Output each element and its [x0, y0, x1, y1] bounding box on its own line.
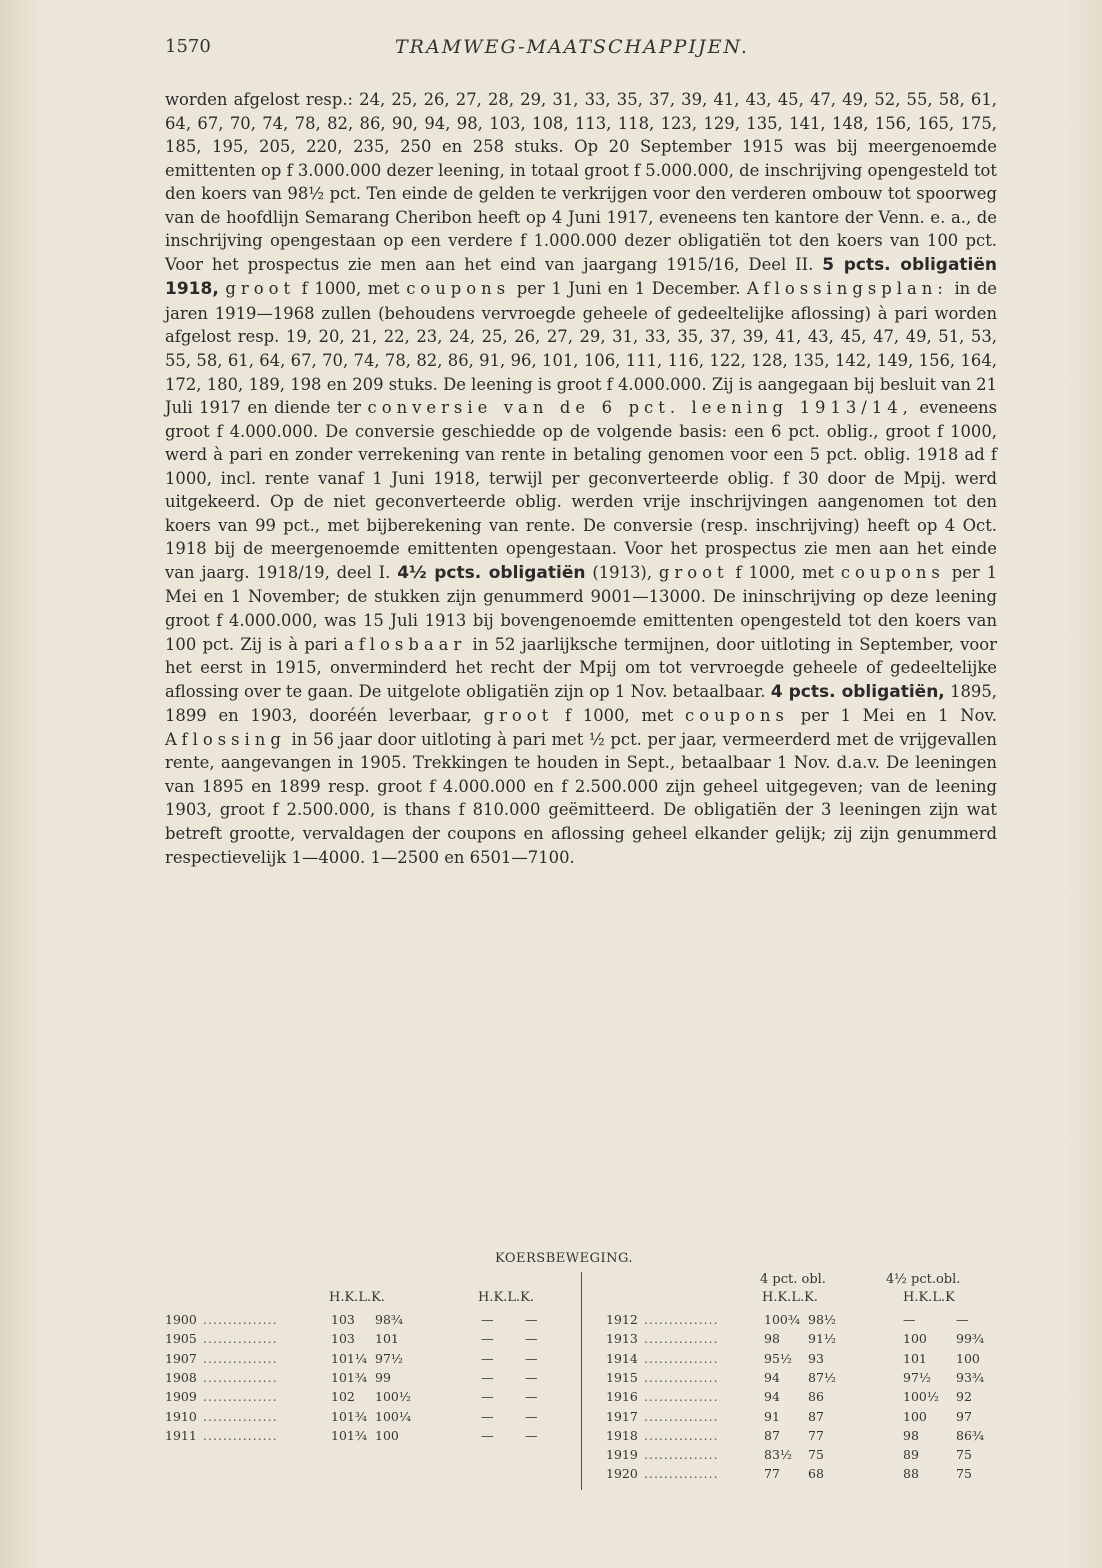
cell-b2: 75 [956, 1466, 972, 1482]
cell-b2: — [525, 1350, 538, 1366]
cell-a2: 93 [808, 1350, 824, 1366]
cell-a1: 102 [331, 1389, 355, 1405]
cell-b2: 97 [956, 1408, 972, 1424]
text-run: in 52 jaarlijksche termijnen, door uitloting in September, voor het eerst in 1915, onverminderd het recht der Mpij om tot vervroegde geheele of gedeeltelijke aflossing over te gaan. De uitgelote obligatiën zijn op 1 Nov. betaalbaar. [165, 634, 998, 701]
cell-b2: 99¾ [956, 1331, 985, 1347]
table-row [598, 1312, 998, 1331]
koers-table-left [165, 1290, 570, 1490]
table-row [598, 1447, 998, 1466]
table-row [165, 1351, 570, 1370]
cell-a1: 83½ [764, 1447, 793, 1463]
spaced-term: coupons [406, 279, 511, 299]
koers-table-right [598, 1272, 998, 1492]
text-run: per 1 Mei en 1 November; de stukken zijn genummerd 9001—13000. De ininschrijving op deze leening groot f 4.000.000, was 15 Juli 1913 bij bovengenoemde emittenten opengesteld tot den koers van 100 pct. Zij is à pari [165, 562, 998, 654]
cell-a1: 101¾ [331, 1408, 367, 1424]
table-row [598, 1409, 998, 1428]
cell-a1: 87 [764, 1427, 780, 1443]
cell-b2: — [525, 1331, 538, 1347]
cell-b1: 98 [903, 1427, 919, 1443]
section-heading-5pct-1918: 5 pcts. obligatiën 1918, [165, 254, 998, 300]
spaced-term: groot [483, 706, 554, 726]
text-run: worden afgelost resp.: 24, 25, 26, 27, 28, 29, 31, 33, 35, 37, 39, 41, 43, 45, 47, 49, 52, 55, 58, 61, 64, 67, 70, 74, 78, 82, 86, 90, 94, 98, 103, 108, 113, 118, 123, 129, 135, 141, 148, 156, 165, 175, 185, 195, 205, 220, 235, 250 en 258 stuks. Op 20 September 1915 was bij meergenoemde emittenten op f 3.000.000 dezer leening, in totaal groot f 5.000.000, de inschrijving opengesteld tot den koers van 98½ pct. Ten einde de gelden te verkrijgen voor den verderen ombouw tot spoorweg van de hoofdlijn Semarang Cheribon heeft op 4 Juni 1917, eveneens ten kantore der Venn. e. a., de inschrijving opengestaan op een verdere f 1.000.000 dezer obligatiën tot den koers van 100 pct. Voor het prospectus zie men aan het eind van jaargang 1915/16, Deel II. [165, 90, 997, 274]
cell-year: 1905 [165, 1331, 197, 1347]
cell-b1: — [481, 1369, 494, 1385]
table-row [165, 1389, 570, 1408]
leader-dots: ............... [644, 1312, 719, 1327]
text-run: per 1 Mei en 1 Nov. [800, 706, 997, 726]
section-heading-4pct: 4 pcts. obligatiën, [770, 681, 945, 702]
table-divider [581, 1272, 582, 1490]
cell-a1: 95½ [764, 1350, 793, 1366]
col-head-right-a: H.K.L.K. [762, 1290, 818, 1305]
leader-dots: ............... [203, 1350, 278, 1366]
leader-dots: ............... [644, 1447, 719, 1463]
cell-a2: 97½ [375, 1350, 404, 1366]
cell-b2: — [956, 1312, 969, 1327]
table-row [598, 1428, 998, 1447]
cell-b1: 97½ [903, 1369, 932, 1385]
spaced-term: groot [658, 562, 729, 582]
cell-b1: — [481, 1350, 494, 1366]
cell-a2: 87½ [808, 1369, 837, 1385]
cell-a2: 98½ [808, 1312, 837, 1327]
table-row [165, 1428, 570, 1447]
table-row [165, 1331, 570, 1350]
spaced-term: groot [225, 279, 296, 299]
paragraph [165, 88, 997, 869]
cell-a1: 101¾ [331, 1369, 367, 1385]
cell-b1: 100 [903, 1331, 927, 1347]
cell-a1: 100¾ [764, 1312, 800, 1327]
section-heading-4half-pct: 4½ pcts. obligatiën [397, 562, 586, 583]
cell-a1: 91 [764, 1408, 780, 1424]
table-row [165, 1409, 570, 1428]
col-group-4half-pct: 4½ pct.obl. [886, 1272, 961, 1287]
cell-year: 1913 [606, 1331, 638, 1347]
cell-b2: 100 [956, 1350, 980, 1366]
cell-year: 1920 [606, 1466, 638, 1482]
running-title: TRAMWEG-MAATSCHAPPIJEN. [395, 36, 749, 58]
cell-a1: 94 [764, 1389, 780, 1405]
text-run: in de jaren 1919—1968 zullen (behoudens vervroegde geheele of gedeeltelijke aflossing) à pari worden afgelost resp. 19, 20, 21, 22, 23, 24, 25, 26, 27, 29, 31, 33, 35, 37, 39, 41, 43, 45, 47, 49, 51, 53, 55, 58, 61, 64, 67, 70, 74, 78, 82, 86, 91, 96, 101, 106, 111, 116, 122, 128, 135, 142, 149, 156, 164, 172, 180, 189, 198 en 209 stuks. De leening is groot f 4.000.000. Zij is aangegaan bij besluit van 21 Juli 1917 en diende ter [165, 279, 998, 418]
leader-dots: ............... [203, 1331, 278, 1347]
text-run: f 1000, met [301, 279, 400, 299]
leader-dots: ............... [203, 1408, 278, 1424]
cell-a1: 98 [764, 1331, 780, 1347]
cell-year: 1907 [165, 1350, 197, 1366]
table-row [598, 1466, 998, 1485]
cell-b2: — [525, 1408, 538, 1424]
cell-a2: 100¼ [375, 1408, 411, 1424]
cell-year: 1910 [165, 1408, 197, 1424]
spaced-term: Aflossing [165, 729, 286, 749]
cell-year: 1919 [606, 1447, 638, 1463]
leader-dots: ............... [644, 1408, 719, 1424]
table-row [165, 1312, 570, 1331]
leader-dots: ............... [644, 1389, 719, 1405]
cell-b2: — [525, 1312, 538, 1327]
leader-dots: ............... [644, 1350, 719, 1366]
cell-b1: — [481, 1331, 494, 1347]
cell-a2: 100½ [375, 1389, 411, 1405]
col-head-right-b: H.K.L.K [903, 1290, 955, 1305]
col-group-4pct: 4 pct. obl. [760, 1272, 826, 1287]
text-run: f 1000, met [565, 706, 674, 726]
cell-a2: 99 [375, 1369, 391, 1385]
cell-a1: 103 [331, 1331, 355, 1347]
leader-dots: ............... [644, 1331, 719, 1347]
cell-a2: 75 [808, 1447, 824, 1463]
spaced-term: coupons [840, 562, 945, 582]
cell-b1: — [481, 1408, 494, 1424]
col-head-left-a: H.K.L.K. [329, 1290, 385, 1305]
cell-b2: 75 [956, 1447, 972, 1463]
cell-b1: 89 [903, 1447, 919, 1463]
cell-b2: — [525, 1427, 538, 1443]
spaced-term: conversie van de 6 pct. leening 1913/14, [367, 398, 913, 418]
body-text [165, 88, 997, 869]
cell-year: 1908 [165, 1369, 197, 1385]
cell-a2: 101 [375, 1331, 399, 1347]
leader-dots: ............... [644, 1427, 719, 1443]
koersbeweging-title: KOERSBEWEGING. [495, 1251, 634, 1266]
cell-a2: 98¾ [375, 1312, 404, 1327]
text-run: 1895, 1899 en 1903, dooréén leverbaar, [165, 681, 997, 726]
leader-dots: ............... [203, 1389, 278, 1405]
cell-a2: 77 [808, 1427, 824, 1443]
cell-year: 1914 [606, 1350, 638, 1366]
table-row [598, 1351, 998, 1370]
cell-a2: 87 [808, 1408, 824, 1424]
cell-year: 1900 [165, 1312, 197, 1327]
cell-b1: 101 [903, 1350, 927, 1366]
cell-b1: 88 [903, 1466, 919, 1482]
spaced-term: coupons [685, 706, 789, 726]
text-run: eveneens groot f 4.000.000. De conversie geschiedde op de volgende basis: een 6 pct. oblig., groot f 1000, werd à pari en zonder verrekening van rente in betaling genomen voor een 5 pct. oblig. 1918 ad f 1000, incl. rente vanaf 1 Juni 1918, terwijl per geconverteerde oblig. f 30 door de Mpij. werd uitgekeerd. Op de niet geconverteerde oblig. werden vrije inschrijvingen aangenomen tot den koers van 99 pct., met bijberekening van rente. De conversie (resp. inschrijving) heeft op 4 Oct. 1918 bij de meergenoemde emittenten opengestaan. Voor het prospectus zie men aan het einde van jaarg. 1918/19, deel I. [165, 398, 997, 582]
cell-b1: 100 [903, 1408, 927, 1424]
leader-dots: ............... [644, 1369, 719, 1385]
text-run: (1913), [592, 562, 653, 582]
cell-a1: 94 [764, 1369, 780, 1385]
cell-year: 1911 [165, 1427, 197, 1443]
cell-b1: 100½ [903, 1389, 939, 1405]
page-number: 1570 [165, 36, 211, 57]
cell-b2: 93¾ [956, 1369, 985, 1385]
table-row [598, 1389, 998, 1408]
cell-b2: 86¾ [956, 1427, 985, 1443]
table-row [598, 1370, 998, 1389]
cell-b1: — [481, 1427, 494, 1443]
cell-b1: — [903, 1312, 916, 1327]
cell-year: 1912 [606, 1312, 638, 1327]
cell-a2: 91½ [808, 1331, 837, 1347]
table-row [165, 1370, 570, 1389]
cell-year: 1915 [606, 1369, 638, 1385]
leader-dots: ............... [203, 1427, 278, 1443]
cell-b2: — [525, 1369, 538, 1385]
cell-year: 1917 [606, 1408, 638, 1424]
text-run: in 56 jaar door uitloting à pari met ½ pct. per jaar, vermeerderd met de vrijgevallen rente, aangevangen in 1905. Trekkingen te houden in Sept., betaalbaar 1 Nov. d.a.v. De leeningen van 1895 en 1899 resp. groot f 4.000.000 en f 2.500.000 zijn geheel uitgegeven; van de leening 1903, groot f 2.500.000, is thans f 810.000 geëmitteerd. De obligatiën der 3 leeningen zijn wat betreft grootte, vervaldagen der coupons en aflossing geheel elkander gelijk; zij zijn genummerd respectievelijk 1—4000. 1—2500 en 6501—7100. [165, 729, 997, 867]
cell-a1: 77 [764, 1466, 780, 1482]
cell-b2: 92 [956, 1389, 972, 1405]
col-head-left-b: H.K.L.K. [478, 1290, 534, 1305]
table-row [598, 1331, 998, 1350]
cell-b1: — [481, 1312, 494, 1327]
cell-a1: 103 [331, 1312, 355, 1327]
cell-a1: 101¼ [331, 1350, 367, 1366]
leader-dots: ............... [203, 1312, 278, 1327]
cell-a2: 100 [375, 1427, 399, 1443]
cell-year: 1909 [165, 1389, 197, 1405]
leader-dots: ............... [203, 1369, 278, 1385]
spaced-term: Aflossingsplan: [747, 279, 948, 299]
cell-b2: — [525, 1389, 538, 1405]
cell-year: 1916 [606, 1389, 638, 1405]
text-run: per 1 Juni en 1 December. [516, 279, 741, 299]
cell-year: 1918 [606, 1427, 638, 1443]
cell-a2: 86 [808, 1389, 824, 1405]
cell-a2: 68 [808, 1466, 824, 1482]
cell-a1: 101¾ [331, 1427, 367, 1443]
page-header [165, 36, 995, 66]
spaced-term: aflosbaar [343, 634, 467, 654]
text-run: f 1000, met [735, 562, 834, 582]
cell-b1: — [481, 1389, 494, 1405]
leader-dots: ............... [644, 1466, 719, 1482]
